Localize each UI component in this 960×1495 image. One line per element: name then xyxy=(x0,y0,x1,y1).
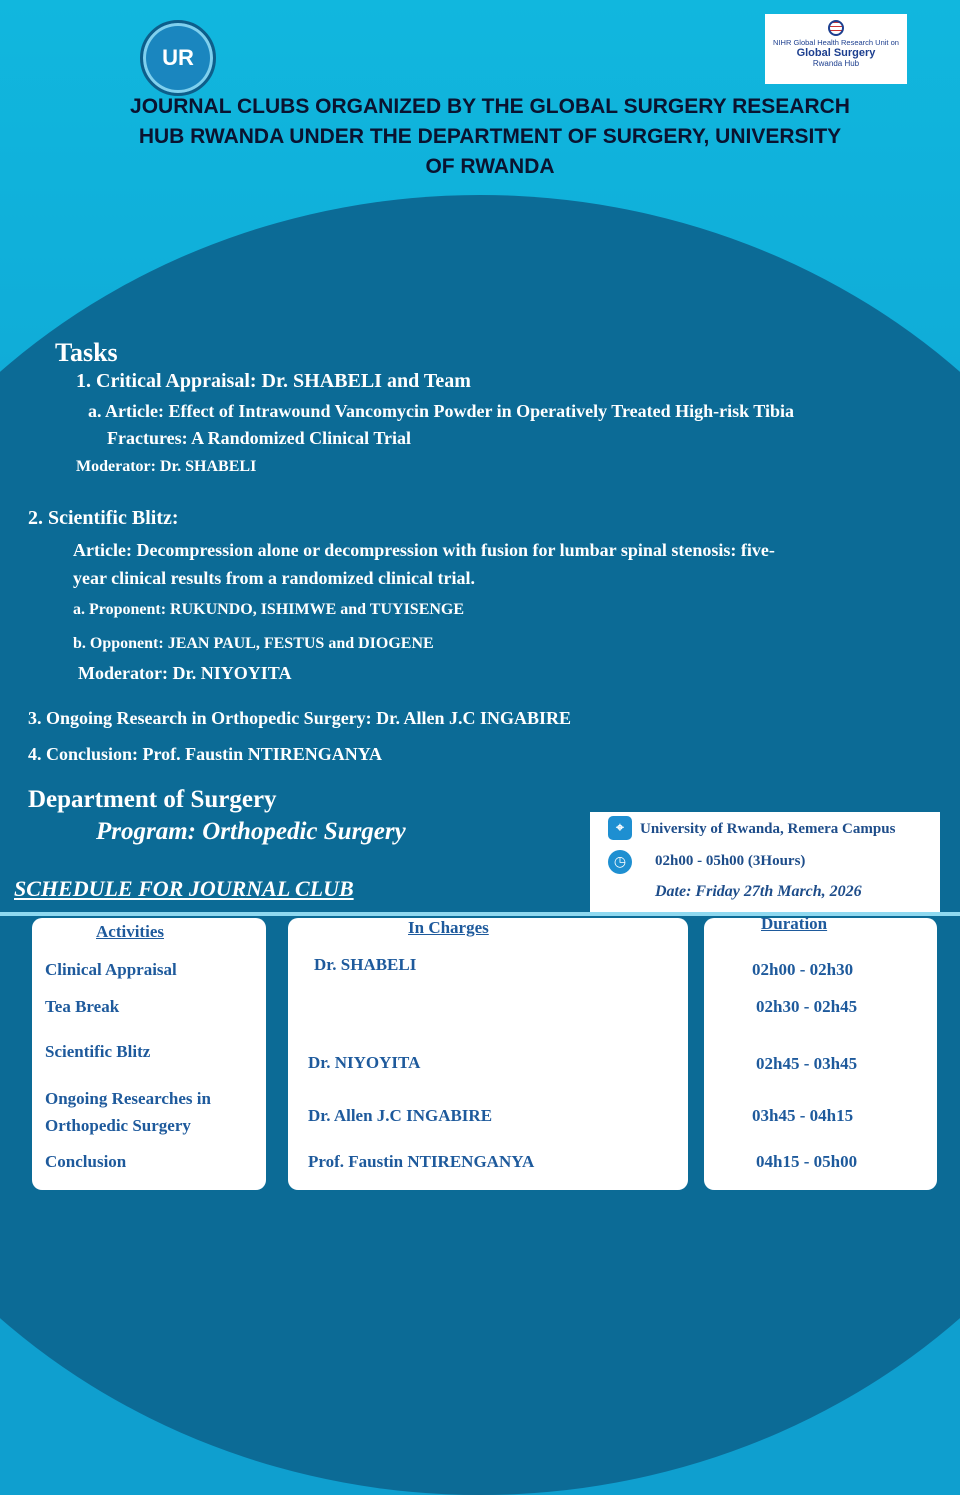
duration-item: 02h30 - 02h45 xyxy=(756,997,858,1016)
activity-item: Ongoing Researches in xyxy=(45,1089,211,1108)
event-location: University of Rwanda, Remera Campus xyxy=(640,821,896,837)
activity-item: Scientific Blitz xyxy=(45,1042,151,1061)
in-charge-item: Dr. NIYOYITA xyxy=(308,1053,421,1072)
nihr-logo-line3: Rwanda Hub xyxy=(812,59,860,68)
in-charges-header: In Charges xyxy=(408,918,489,937)
schedule-heading: SCHEDULE FOR JOURNAL CLUB xyxy=(14,876,354,901)
in-charge-item: Dr. Allen J.C INGABIRE xyxy=(308,1106,493,1125)
duration-item: 02h45 - 03h45 xyxy=(756,1054,858,1073)
task-2-opponent: b. Opponent: JEAN PAUL, FESTUS and DIOGENE xyxy=(73,635,434,652)
task-1-moderator: Moderator: Dr. SHABELI xyxy=(76,458,257,475)
activities-header: Activities xyxy=(96,922,164,941)
task-2-moderator: Moderator: Dr. NIYOYITA xyxy=(78,663,292,683)
activity-item: Clinical Appraisal xyxy=(45,960,177,979)
event-info-box xyxy=(590,812,940,912)
department-heading: Department of Surgery xyxy=(28,786,277,813)
tasks-heading: Tasks xyxy=(55,338,118,367)
activity-item: Orthopedic Surgery xyxy=(45,1116,191,1135)
activities-card xyxy=(32,918,266,1190)
in-charge-item: Prof. Faustin NTIRENGANYA xyxy=(308,1152,535,1171)
nihr-logo xyxy=(765,14,907,84)
duration-item: 04h15 - 05h00 xyxy=(756,1152,858,1171)
duration-item: 03h45 - 04h15 xyxy=(752,1106,854,1125)
task-2-article-line2: year clinical results from a randomized clinical trial. xyxy=(73,568,475,588)
task-4: 4. Conclusion: Prof. Faustin NTIRENGANYA xyxy=(28,744,383,764)
event-time: 02h00 - 05h00 (3Hours) xyxy=(655,853,806,869)
location-pin-icon: ⌖ xyxy=(608,816,632,840)
in-charges-card xyxy=(288,918,688,1190)
clock-icon: ◷ xyxy=(608,850,632,874)
task-2-article-line1: Article: Decompression alone or decompression with fusion for lumbar spinal stenosis: five- xyxy=(73,540,775,560)
globe-icon xyxy=(828,20,844,36)
event-date: Date: Friday 27th March, 2026 xyxy=(655,883,862,900)
activity-item: Tea Break xyxy=(45,997,120,1016)
task-1-article-line1: a. Article: Effect of Intrawound Vancomycin Powder in Operatively Treated High-risk Tibia xyxy=(88,401,794,421)
page-title: JOURNAL CLUBS ORGANIZED BY THE GLOBAL SURGERY RESEARCH HUB RWANDA UNDER THE DEPARTMENT OF SURGERY, UNIVERSITY OF RWANDA xyxy=(130,95,850,178)
nihr-logo-line1: NIHR Global Health Research Unit on xyxy=(773,38,899,47)
duration-item: 02h00 - 02h30 xyxy=(752,960,854,979)
task-2-proponent: a. Proponent: RUKUNDO, ISHIMWE and TUYISENGE xyxy=(73,601,465,618)
nihr-logo-line2: Global Surgery xyxy=(796,47,876,59)
university-logo-text: UR xyxy=(162,45,194,70)
activity-item: Conclusion xyxy=(45,1152,127,1171)
task-2: 2. Scientific Blitz: xyxy=(28,507,179,529)
task-1-article-line2: Fractures: A Randomized Clinical Trial xyxy=(107,428,411,448)
in-charge-item: Dr. SHABELI xyxy=(314,955,417,974)
duration-card xyxy=(704,914,937,1190)
university-logo xyxy=(140,20,216,96)
task-1: 1. Critical Appraisal: Dr. SHABELI and Team xyxy=(76,370,471,392)
program-heading: Program: Orthopedic Surgery xyxy=(96,818,406,845)
duration-header: Duration xyxy=(761,914,828,933)
task-3: 3. Ongoing Research in Orthopedic Surgery: Dr. Allen J.C INGABIRE xyxy=(28,708,572,728)
